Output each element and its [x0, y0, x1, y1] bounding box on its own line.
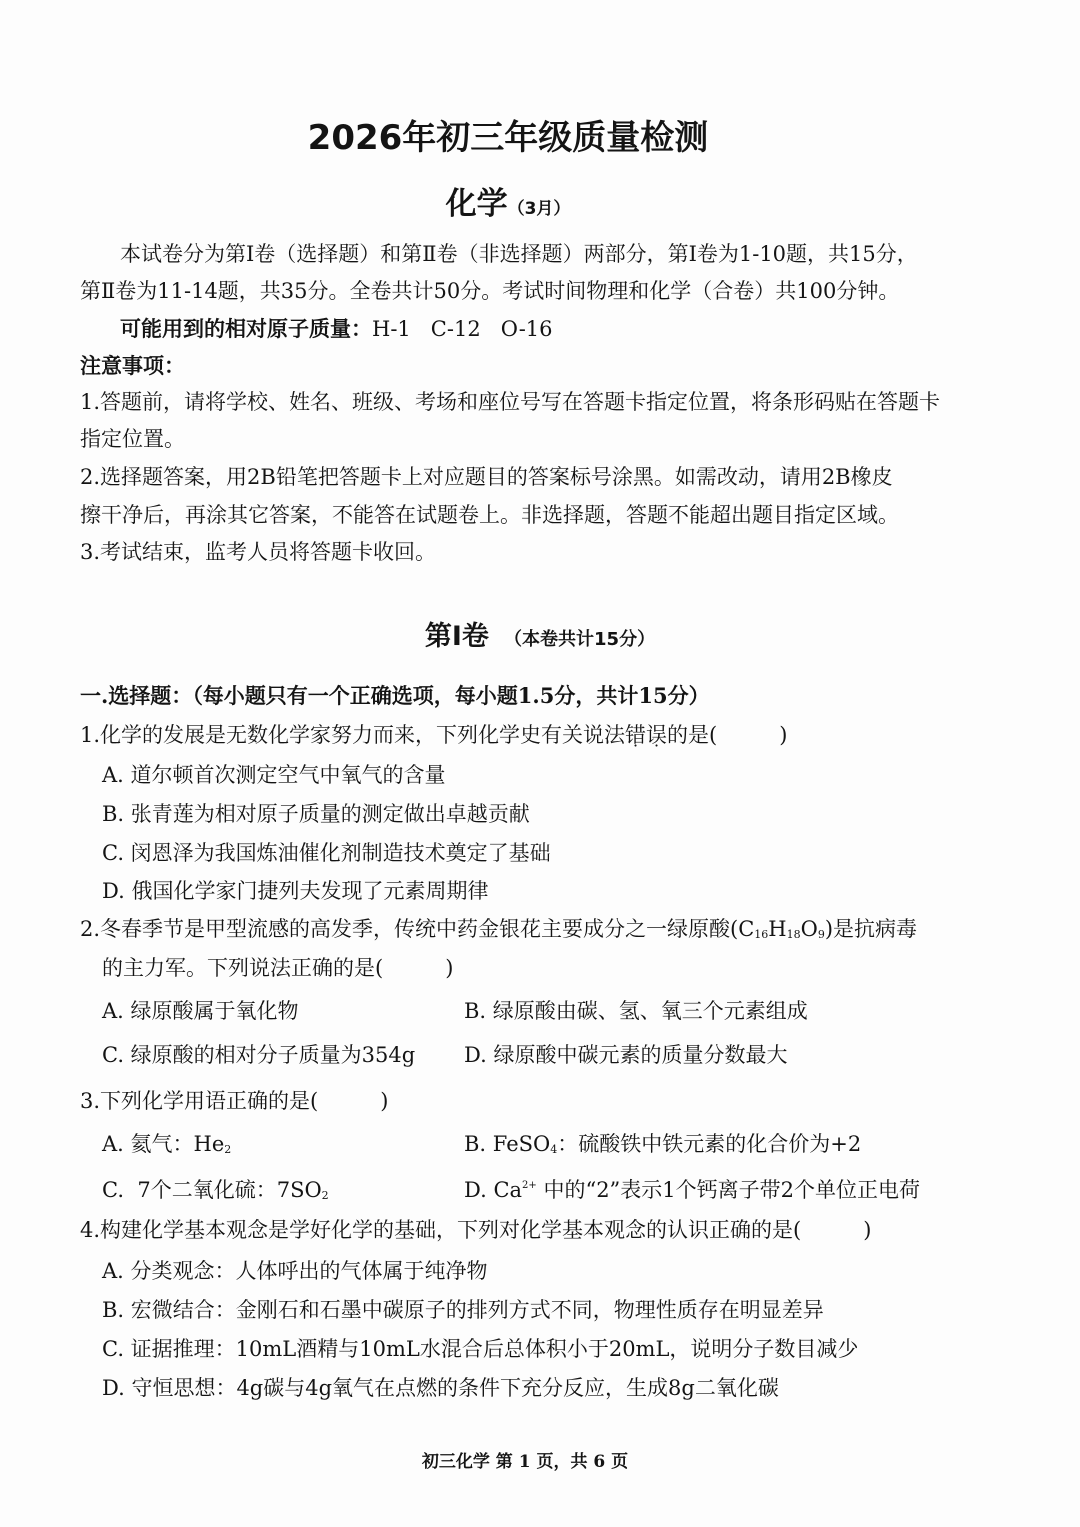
q2-option-d[interactable]: D. 绿原酸中碳元素的质量分数最大 — [464, 1043, 788, 1067]
note-2-line-1: 2.选择题答案，用2B铅笔把答题卡上对应题目的答案标号涂黑。如需改动，请用2B橡皮 — [80, 465, 893, 489]
page-footer: 初三化学 第 1 页，共 6 页 — [421, 1452, 629, 1472]
intro-line-1: 本试卷分为第Ⅰ卷（选择题）和第Ⅱ卷（非选择题）两部分，第Ⅰ卷为1-10题，共15分， — [120, 242, 918, 266]
subject-name: 化学 — [445, 186, 508, 222]
notes-heading: 注意事项： — [80, 353, 185, 378]
q2-formula-c-subscript: 16 — [754, 928, 769, 941]
q1-stem — [80, 725, 787, 746]
q3-option-a[interactable] — [102, 1134, 231, 1155]
q3-option-d-charge: 2+ — [522, 1180, 537, 1191]
atomic-mass-label: 可能用到的相对原子质量： — [120, 316, 372, 341]
q4-option-a[interactable]: A. 分类观念：人体呼出的气体属于纯净物 — [102, 1259, 488, 1283]
q4-option-d[interactable]: D. 守恒思想：4g碳与4g氧气在点燃的条件下充分反应，生成8g二氧化碳 — [102, 1376, 779, 1400]
q3-option-c-subscript: 2 — [321, 1189, 329, 1202]
q2-formula-h: H — [768, 917, 787, 941]
exam-title: 2026年初三年级质量检测 — [307, 118, 709, 158]
q1-stem-end: 的是( — [667, 723, 718, 747]
q3-option-d-text: 中的“2”表示1个钙离子带2个单位正电荷 — [536, 1178, 921, 1202]
note-1-line-1: 1.答题前，请将学校、姓名、班级、考场和座位号写在答题卡指定位置，将条形码贴在答题卡 — [80, 390, 941, 414]
q2-stem-line-1 — [80, 919, 917, 940]
part1-title: 第Ⅰ卷 — [424, 621, 489, 652]
q3-option-b[interactable] — [464, 1134, 861, 1155]
q3-option-b-subscript: 4 — [550, 1143, 558, 1156]
note-3: 3.考试结束，监考人员将答题卡收回。 — [80, 540, 437, 564]
q3-option-b-formula: B. FeSO — [464, 1132, 551, 1156]
q4-option-c[interactable]: C. 证据推理：10mL酒精与10mL水混合后总体积小于20mL，说明分子数目减少 — [102, 1337, 859, 1361]
section1-label: 一.选择题： — [80, 683, 193, 708]
q1-emphasis-2: 误 — [646, 723, 668, 747]
q3-option-c[interactable] — [102, 1180, 329, 1201]
q3-close-paren: ) — [380, 1089, 389, 1113]
q4-stem-text: 4.构建化学基本观念是学好化学的基础，下列对化学基本观念的认识正确的是( — [80, 1218, 802, 1242]
q2-formula-h-subscript: 18 — [786, 928, 801, 941]
atomic-mass-values: H-1 C-12 O-16 — [372, 317, 553, 341]
q2-close-paren: ) — [445, 956, 454, 980]
q1-option-d[interactable]: D. 俄国化学家门捷列夫发现了元素周期律 — [102, 879, 489, 903]
q3-option-a-text: A. 氦气：He — [102, 1132, 225, 1156]
q2-formula-o-subscript: 9 — [817, 928, 825, 941]
q3-option-a-subscript: 2 — [224, 1143, 232, 1156]
q1-option-b[interactable]: B. 张青莲为相对原子质量的测定做出卓越贡献 — [102, 802, 530, 826]
intro-line-2: 第Ⅱ卷为11-14题，共35分。全卷共计50分。考试时间物理和化学（合卷）共100分钟。 — [80, 279, 900, 303]
note-1-line-2: 指定位置。 — [80, 427, 185, 451]
subject-line — [0, 178, 1016, 223]
q2-formula-o: O — [800, 917, 818, 941]
section1-heading — [80, 685, 710, 706]
exam-month: （3月） — [507, 199, 571, 219]
q2-option-c[interactable]: C. 绿原酸的相对分子质量为354g — [102, 1043, 416, 1067]
q3-stem-text: 3.下列化学用语正确的是( — [80, 1089, 319, 1113]
q4-close-paren: ) — [863, 1218, 872, 1242]
q1-option-c[interactable]: C. 闵恩泽为我国炼油催化剂制造技术奠定了基础 — [102, 841, 551, 865]
q3-option-d[interactable] — [464, 1180, 920, 1201]
q3-option-d-formula: D. Ca — [464, 1178, 523, 1202]
part1-score: （本卷共计15分） — [504, 629, 656, 650]
q2-stem-text: 2.冬春季节是甲型流感的高发季，传统中药金银花主要成分之一绿原酸(C — [80, 917, 755, 941]
q2-stem-text-end: )是抗病毒 — [824, 917, 918, 941]
q2-stem-question: 的主力军。下列说法正确的是( — [102, 956, 384, 980]
q2-option-a[interactable]: A. 绿原酸属于氧化物 — [102, 999, 299, 1023]
q3-option-c-text: C. 7个二氧化硫：7SO — [102, 1178, 322, 1202]
part1-heading — [0, 614, 1080, 653]
q2-stem-line-2 — [102, 958, 453, 979]
q3-stem — [80, 1091, 388, 1112]
atomic-mass-line — [120, 318, 553, 340]
section1-instruction: （每小题只有一个正确选项，每小题1.5分，共计15分） — [192, 683, 710, 708]
q4-option-b[interactable]: B. 宏微结合：金刚石和石墨中碳原子的排列方式不同，物理性质存在明显差异 — [102, 1298, 824, 1322]
q1-emphasis-1: 错 — [625, 723, 647, 747]
q4-stem — [80, 1220, 871, 1241]
q3-option-b-text: ：硫酸铁中铁元素的化合价为+2 — [557, 1132, 862, 1156]
q1-stem-text: 1.化学的发展是无数化学家努力而来，下列化学史有关说法 — [80, 723, 626, 747]
q1-close-paren: ) — [779, 723, 788, 747]
q1-option-a[interactable]: A. 道尔顿首次测定空气中氧气的含量 — [102, 763, 446, 787]
note-2-line-2: 擦干净后，再涂其它答案，不能答在试题卷上。非选择题，答题不能超出题目指定区域。 — [80, 503, 899, 527]
q2-option-b[interactable]: B. 绿原酸由碳、氢、氧三个元素组成 — [464, 999, 808, 1023]
